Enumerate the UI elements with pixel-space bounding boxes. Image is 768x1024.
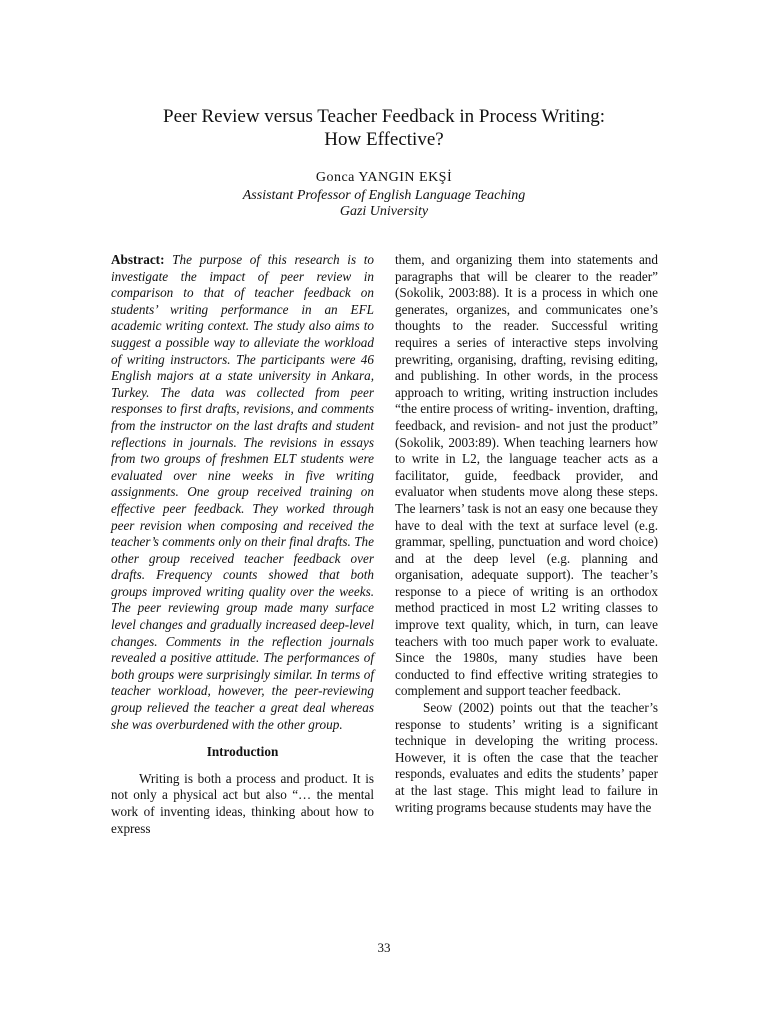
- body-paragraph-continued: them, and organizing them into statements and paragraphs that will be clearer to the reader” (Sokolik, 2003:88). It is a process in which one generates, organizes, and communicates one’s thoughts to the reader. Successful writing requires a series of interactive steps involving prewriting, organising, drafting, revising editing, and publishing. In other words, in the process approach to writing, writing instruction includes “the entire process of writing- invention, drafting, feedback, and revision- and not just the product” (Sokolik, 2003:89). When teaching learners how to write in L2, the language teacher acts as a facilitator, guide, feedback provider, and evaluator when students move along these steps. The learners’ task is not an easy one because they have to deal with the text at surface level (e.g. grammar, spelling, punctuation and word choice) and at the deep level (e.g. planning and organisation, adequate support). The teacher’s response to a piece of writing is an orthodox method practiced in most L2 writing classes to improve text quality, which, in turn, can leave teachers with too much paper work to evaluate. Since the 1980s, many studies have been conducted to find effective writing strategies to complement and support teacher feedback.: [395, 252, 658, 699]
- title-line-1: Peer Review versus Teacher Feedback in Process Writing:: [163, 106, 605, 127]
- abstract: [111, 252, 374, 733]
- author-name: Gonca YANGIN EKŞİ: [315, 170, 453, 185]
- page-number: 33: [377, 940, 391, 955]
- body-paragraph-seow: Seow (2002) points out that the teacher’s response to students’ writing is a significant technique in developing the writing process. However, it is often the case that the teacher responds, evaluates and edits the students’ paper at the last stage. This might lead to failure in writing programs because students may have the: [395, 700, 658, 815]
- title-line-2: How Effective?: [324, 129, 444, 150]
- abstract-label: Abstract:: [111, 252, 165, 267]
- right-column: [395, 252, 658, 816]
- author-affiliation-institution: Gazi University: [339, 204, 429, 219]
- paper-title: [80, 105, 688, 151]
- abstract-text: The purpose of this research is to investigate the impact of peer review in comparison to that of teacher feedback on students’ writing performance in an EFL academic writing context. The study also aims to suggest a possible way to alleviate the workload of writing instructors. The participants were 46 English majors at a state university in Ankara, Turkey. The data was collected from peer responses to first drafts, revisions, and comments from the instructor on the last drafts and student reflections in journals. The revisions in essays from two groups of freshmen ELT students were evaluated over nine weeks in five writing assignments. One group received training on effective peer feedback. They worked through peer revision when composing and received the teacher’s comments only on their final drafts. The other group received teacher feedback over drafts. Frequency counts showed that both groups improved writing quality over the weeks. The peer reviewing group made many surface level changes and gradually increased deep-level changes. Comments in the reflection journals revealed a positive attitude. The performances of both groups were surprisingly similar. In terms of teacher workload, however, the peer-reviewing group relieved the teacher a great deal whereas she was overburdened with the other group.: [111, 252, 375, 732]
- intro-paragraph-1: Writing is both a process and product. It is not only a physical act but also “… the mental work of inventing ideas, thinking about how to express: [111, 770, 374, 836]
- introduction-heading: Introduction: [206, 744, 279, 760]
- left-column: [111, 252, 374, 837]
- author-affiliation-position: Assistant Professor of English Language Teaching: [242, 188, 526, 203]
